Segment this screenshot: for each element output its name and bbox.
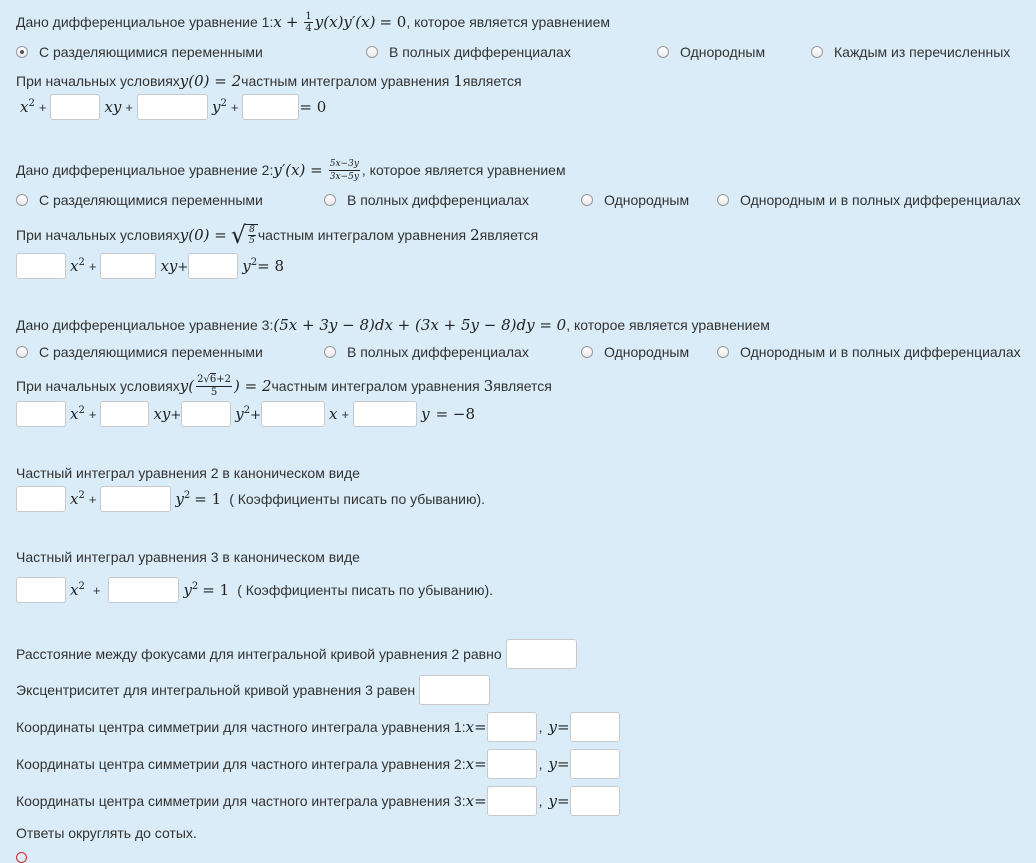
ic-text: При начальных условиях (16, 227, 180, 243)
term: $x^2$ (70, 405, 85, 423)
center1-row (16, 712, 620, 742)
eq1-frac-den: 4 (305, 22, 312, 34)
canon2-coef-x2-input[interactable] (16, 486, 66, 512)
eq2-fraction (329, 158, 360, 183)
eq3-coef-y-input[interactable] (353, 401, 417, 427)
ic-math: y(0) = (179, 226, 227, 244)
eq2-prompt-text: Дано дифференциальное уравнение 2: (16, 162, 274, 178)
radio-icon[interactable] (657, 46, 669, 58)
eq3-answer-row (16, 399, 475, 429)
eq1-eq0: = 0 (379, 13, 407, 31)
radio-icon[interactable] (324, 194, 336, 206)
option-label: Каждым из перечисленных (834, 44, 1011, 60)
eq1-const-input[interactable] (242, 94, 299, 120)
ic-text: частным интегралом уравнения (271, 378, 480, 394)
eq2-prompt-end: , которое является уравнением (361, 162, 566, 178)
radio-icon[interactable] (717, 194, 729, 206)
ic-text: При начальных условиях (16, 73, 180, 89)
option-label: В полных дифференциалах (347, 192, 529, 208)
eq2-lhs: y′(x) = (273, 161, 323, 179)
rhs: = 1 (202, 581, 230, 599)
term: $y^2$ (242, 257, 258, 275)
radio-icon[interactable] (581, 346, 593, 358)
option-label: Однородным (680, 44, 766, 60)
sqrt: √ $\frac{8}{5}$ (231, 223, 258, 247)
y-label: y= (548, 755, 570, 773)
canon2-title: Частный интеграл уравнения 2 в каноническом виде (16, 465, 360, 481)
rhs: = 8 (257, 257, 285, 275)
eq3-coef-x2-input[interactable] (16, 401, 66, 427)
eq1-x: x (273, 13, 282, 31)
canon2-answer-row (16, 484, 485, 514)
ic-text: частным интегралом уравнения (241, 73, 450, 89)
canon3-coef-x2-input[interactable] (16, 577, 66, 603)
center2-y-input[interactable] (570, 749, 620, 779)
eq3-option-homogeneous[interactable] (581, 342, 689, 362)
eq3-prompt (16, 313, 770, 337)
ic-text: является (479, 227, 539, 243)
center1-label: Координаты центра симметрии для частного интеграла уравнения 1: (16, 719, 466, 735)
x-label: x= (465, 755, 487, 773)
eq1-answer-row (20, 92, 326, 122)
eq2-coef-xy-input[interactable] (100, 253, 156, 279)
eq1-coef-x2-input[interactable] (50, 94, 100, 120)
ic-num: 1 (453, 72, 463, 90)
eq3-option-separable[interactable] (16, 342, 263, 362)
term: xy (104, 98, 122, 116)
term: xy+ (153, 405, 182, 423)
eq1-option-exact[interactable] (366, 42, 571, 62)
rhs: = −8 (435, 405, 476, 423)
foci-label: Расстояние между фокусами для интегральной кривой уравнения 2 равно (16, 646, 502, 662)
eq2-frac-num: 5x−3y (329, 158, 359, 169)
ic-text: является (493, 378, 552, 394)
rounding-note: Ответы округлять до сотых. (16, 825, 197, 841)
option-label: В полных дифференциалах (347, 344, 529, 360)
center2-row (16, 749, 620, 779)
option-label: С разделяющимися переменными (39, 192, 263, 208)
ic-math: y(0) = 2 (179, 72, 242, 90)
foci-row (16, 639, 577, 669)
plus: + (88, 406, 97, 422)
eq2-option-homog-exact[interactable] (717, 190, 1021, 210)
eq2-option-separable[interactable] (16, 190, 263, 210)
eq1-prompt-end: , которое является уравнением (406, 14, 611, 30)
center2-label: Координаты центра симметрии для частного интеграла уравнения 2: (16, 756, 466, 772)
radio-icon[interactable] (16, 346, 28, 358)
option-label: В полных дифференциалах (389, 44, 571, 60)
option-label: Однородным и в полных дифференциалах (740, 192, 1021, 208)
term: $x^2$ (70, 581, 85, 599)
eq1-ic (16, 69, 522, 93)
plus: + (230, 99, 239, 115)
y-label: y= (548, 792, 570, 810)
eq2-coef-y2-input[interactable] (188, 253, 238, 279)
eq1-plus: + (285, 13, 299, 31)
eq3-prompt-end: , которое является уравнением (566, 317, 770, 333)
radio-icon[interactable] (16, 194, 28, 206)
plus: + (341, 406, 350, 422)
eq1-coef-xy-input[interactable] (137, 94, 208, 120)
eq1-prompt-text: Дано дифференциальное уравнение 1: (16, 14, 274, 30)
x-label: x= (465, 792, 487, 810)
eq1-option-separable[interactable] (16, 42, 263, 62)
canon2-coef-y2-input[interactable] (100, 486, 171, 512)
term: $y^2$ (211, 98, 227, 116)
rhs: = 0 (299, 98, 327, 116)
plus: + (88, 258, 97, 274)
term: $x^2$ (70, 257, 85, 275)
eq3-math: (5x + 3y − 8)dx + (3x + 5y − 8)dy = 0 (273, 316, 567, 334)
eq3-prompt-text: Дано дифференциальное уравнение 3: (16, 317, 274, 333)
plus: + (92, 582, 101, 598)
center3-row (16, 786, 620, 816)
canon2-note: ( Коэффициенты писать по убыванию). (229, 491, 486, 507)
eq1-fraction (304, 11, 312, 34)
ic-text: При начальных условиях (16, 378, 180, 394)
comma: , (538, 719, 543, 735)
term: $y^2+$ (235, 405, 262, 423)
foci-input[interactable] (506, 639, 577, 669)
ic-math: y( (179, 377, 195, 395)
eq1-option-all[interactable] (811, 42, 1010, 62)
radio-icon[interactable] (16, 46, 28, 58)
eq2-answer-row (16, 251, 284, 281)
term: $x^2$ (20, 98, 35, 116)
eq3-coef-y2-input[interactable] (181, 401, 231, 427)
partial-radio-icon[interactable] (16, 852, 27, 863)
center3-x-input[interactable] (487, 786, 537, 816)
eq1-frac-num: 1 (305, 10, 312, 22)
term: $x^2$ (70, 490, 85, 508)
eq2-ic (16, 220, 538, 250)
comma: , (538, 793, 543, 809)
radio-icon[interactable] (366, 46, 378, 58)
term: xy+ (160, 257, 189, 275)
eq3-ic-fraction: $\frac{2√6+2}{5}$ (197, 373, 231, 398)
radio-icon[interactable] (581, 194, 593, 206)
eq1-prompt (16, 10, 610, 34)
plus: + (125, 99, 133, 115)
eq3-coef-x-input[interactable] (261, 401, 325, 427)
term: $y^2$ (183, 581, 199, 599)
option-label: С разделяющимися переменными (39, 44, 263, 60)
radio-icon[interactable] (717, 346, 729, 358)
center1-x-input[interactable] (487, 712, 537, 742)
eq3-ic (16, 370, 552, 402)
rhs: = 1 (194, 490, 222, 508)
eq2-coef-x2-input[interactable] (16, 253, 66, 279)
ecc-input[interactable] (419, 675, 490, 705)
plus: + (88, 491, 97, 507)
eq1-option-homogeneous[interactable] (657, 42, 765, 62)
canon3-title: Частный интеграл уравнения 3 в каноническом виде (16, 549, 360, 565)
ecc-label: Эксцентриситет для интегральной кривой уравнения 3 равен (16, 682, 416, 698)
option-label: Однородным и в полных дифференциалах (740, 344, 1021, 360)
eq3-coef-xy-input[interactable] (100, 401, 149, 427)
eq2-frac-den: 3x−5y (329, 171, 359, 182)
y-label: y= (548, 718, 570, 736)
option-label: С разделяющимися переменными (39, 344, 263, 360)
eq3-option-exact[interactable] (324, 342, 529, 362)
eq2-option-exact[interactable] (324, 190, 529, 210)
ic-num: 3 (483, 377, 494, 395)
canon3-coef-y2-input[interactable] (108, 577, 179, 603)
canon3-answer-row (16, 575, 493, 605)
option-label: Однородным (604, 344, 690, 360)
canon3-note: ( Коэффициенты писать по убыванию). (237, 582, 494, 598)
ic-num: 2 (470, 226, 480, 244)
eq3-option-homog-exact[interactable] (717, 342, 1021, 362)
plus: + (38, 99, 47, 115)
radio-icon[interactable] (811, 46, 823, 58)
term: y (421, 405, 430, 423)
center2-x-input[interactable] (487, 749, 537, 779)
comma: , (538, 756, 543, 772)
term: $y^2$ (175, 490, 191, 508)
ic-math: ) = 2 (234, 377, 272, 395)
center3-label: Координаты центра симметрии для частного интеграла уравнения 3: (16, 793, 466, 809)
ecc-row (16, 675, 490, 705)
center3-y-input[interactable] (570, 786, 620, 816)
eq2-option-homogeneous[interactable] (581, 190, 689, 210)
eq2-prompt (16, 155, 566, 185)
ic-text: частным интегралом уравнения (257, 227, 467, 243)
radio-icon[interactable] (324, 346, 336, 358)
x-label: x= (465, 718, 487, 736)
option-label: Однородным (604, 192, 690, 208)
ic-text: является (462, 73, 522, 89)
center1-y-input[interactable] (570, 712, 620, 742)
eq1-rest: y(x)y′(x) (314, 13, 376, 31)
term: x (329, 405, 338, 423)
